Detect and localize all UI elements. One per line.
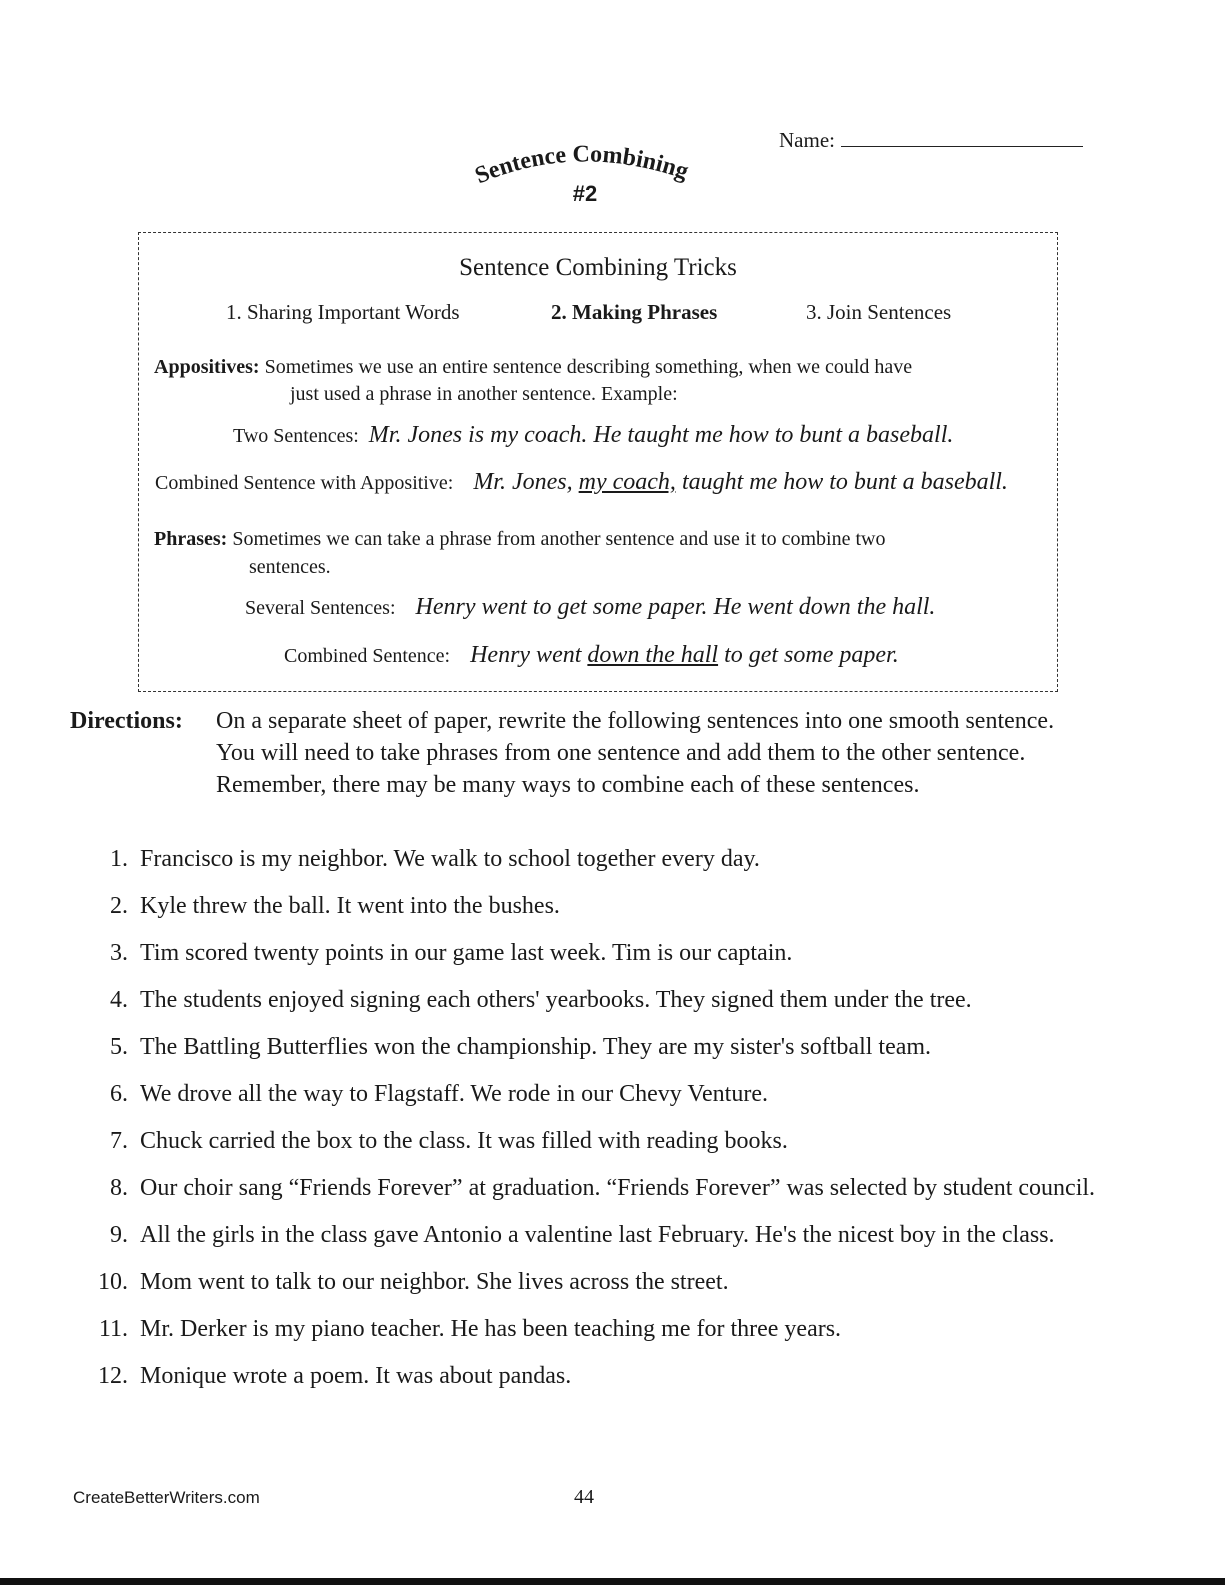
directions-label: Directions: (70, 708, 183, 734)
item-number: 3. (110, 940, 128, 966)
trick-2: 2. Making Phrases (551, 300, 718, 324)
item-text: Mom went to talk to our neighbor. She lives across the street. (140, 1269, 729, 1295)
combined-pre: Mr. Jones, (473, 469, 579, 495)
phrases-definition (154, 526, 885, 553)
combined-post: to get some paper. (718, 642, 899, 668)
two-sentences-text: Mr. Jones is my coach. He taught me how to bunt a baseball. (368, 422, 954, 448)
scan-edge (0, 1578, 1225, 1585)
item-text: Mr. Derker is my piano teacher. He has been teaching me for three years. (140, 1316, 842, 1342)
appositives-label: Appositives: (154, 356, 260, 378)
item-text: Monique wrote a poem. It was about pandas. (140, 1363, 572, 1389)
phrase-combined-label: Combined Sentence: (284, 645, 451, 667)
phrases-label: Phrases: (154, 528, 228, 550)
name-label: Name: (779, 128, 835, 152)
directions (70, 705, 1100, 798)
exercise-item (90, 984, 1100, 1016)
phrases-text-cont: sentences. (249, 556, 331, 578)
name-blank-line (841, 128, 1083, 147)
item-text: Chuck carried the box to the class. It was filled with reading books. (140, 1128, 788, 1154)
directions-text: On a separate sheet of paper, rewrite the following sentences into one smooth sentence. You will need to take phrases from one sentence and add them to the other sentence. Remember, there may be many ways to combine each of these sentences. (216, 708, 1055, 798)
trick-3: 3. Join Sentences (806, 300, 952, 324)
appositives-definition (154, 354, 912, 381)
item-number: 12. (98, 1363, 128, 1389)
two-sentences-example (233, 422, 953, 449)
appositives-text: Sometimes we use an entire sentence describing something, when we could have (264, 356, 913, 378)
combined-pre: Henry went (470, 642, 588, 668)
exercise-item (90, 1078, 1100, 1110)
appositive-underlined: my coach, (578, 469, 676, 495)
item-text: All the girls in the class gave Antonio a valentine last February. He's the nicest boy in the class. (140, 1222, 1055, 1248)
item-text: Our choir sang “Friends Forever” at graduation. “Friends Forever” was selected by student council. (140, 1175, 1096, 1201)
item-text: Tim scored twenty points in our game last week. Tim is our captain. (140, 940, 793, 966)
item-number: 2. (110, 893, 128, 919)
name-field (779, 128, 1083, 153)
appositive-combined-example (155, 469, 1008, 496)
item-number: 4. (110, 987, 128, 1013)
item-number: 10. (98, 1269, 128, 1295)
item-text: The Battling Butterflies won the championship. They are my sister's softball team. (140, 1034, 932, 1060)
several-sentences-label: Several Sentences: (245, 597, 396, 619)
exercise-item (90, 1360, 1100, 1392)
title-number: #2 (572, 181, 598, 206)
item-number: 1. (110, 846, 128, 872)
exercise-item (90, 1313, 1100, 1345)
exercise-item (90, 890, 1100, 922)
exercise-item (90, 1219, 1100, 1251)
combined-post: taught me how to bunt a baseball. (675, 469, 1008, 495)
appositives-text-cont: just used a phrase in another sentence. Example: (290, 383, 678, 405)
exercise-item (90, 843, 1100, 875)
item-text: We drove all the way to Flagstaff. We rode in our Chevy Venture. (140, 1081, 768, 1107)
several-sentences-text: Henry went to get some paper. He went down the hall. (415, 594, 936, 620)
exercise-item (90, 1266, 1100, 1298)
exercise-item (90, 1172, 1100, 1204)
footer-site: CreateBetterWriters.com (73, 1488, 260, 1507)
phrases-text: Sometimes we can take a phrase from another sentence and use it to combine two (232, 528, 886, 550)
exercise-list (90, 843, 1100, 1407)
item-number: 7. (110, 1128, 128, 1154)
exercise-item (90, 937, 1100, 969)
page-number: 44 (574, 1486, 594, 1508)
phrase-combined-example (284, 642, 899, 669)
phrase-underlined: down the hall (587, 642, 719, 668)
worksheet-title (440, 135, 720, 210)
two-sentences-label: Two Sentences: (233, 425, 359, 447)
item-number: 6. (110, 1081, 128, 1107)
exercise-item (90, 1031, 1100, 1063)
item-text: Kyle threw the ball. It went into the bushes. (140, 893, 560, 919)
title-arc-text: Sentence Combining (471, 141, 692, 190)
item-number: 5. (110, 1034, 128, 1060)
item-text: Francisco is my neighbor. We walk to school together every day. (140, 846, 760, 872)
item-number: 9. (110, 1222, 128, 1248)
exercise-item (90, 1125, 1100, 1157)
item-number: 11. (98, 1316, 128, 1342)
several-sentences-example (245, 594, 935, 621)
item-text: The students enjoyed signing each others' yearbooks. They signed them under the tree. (140, 987, 972, 1013)
trick-1: 1. Sharing Important Words (226, 300, 460, 324)
appositive-combined-label: Combined Sentence with Appositive: (155, 472, 454, 494)
item-number: 8. (110, 1175, 128, 1201)
tricks-title: Sentence Combining Tricks (459, 254, 737, 281)
